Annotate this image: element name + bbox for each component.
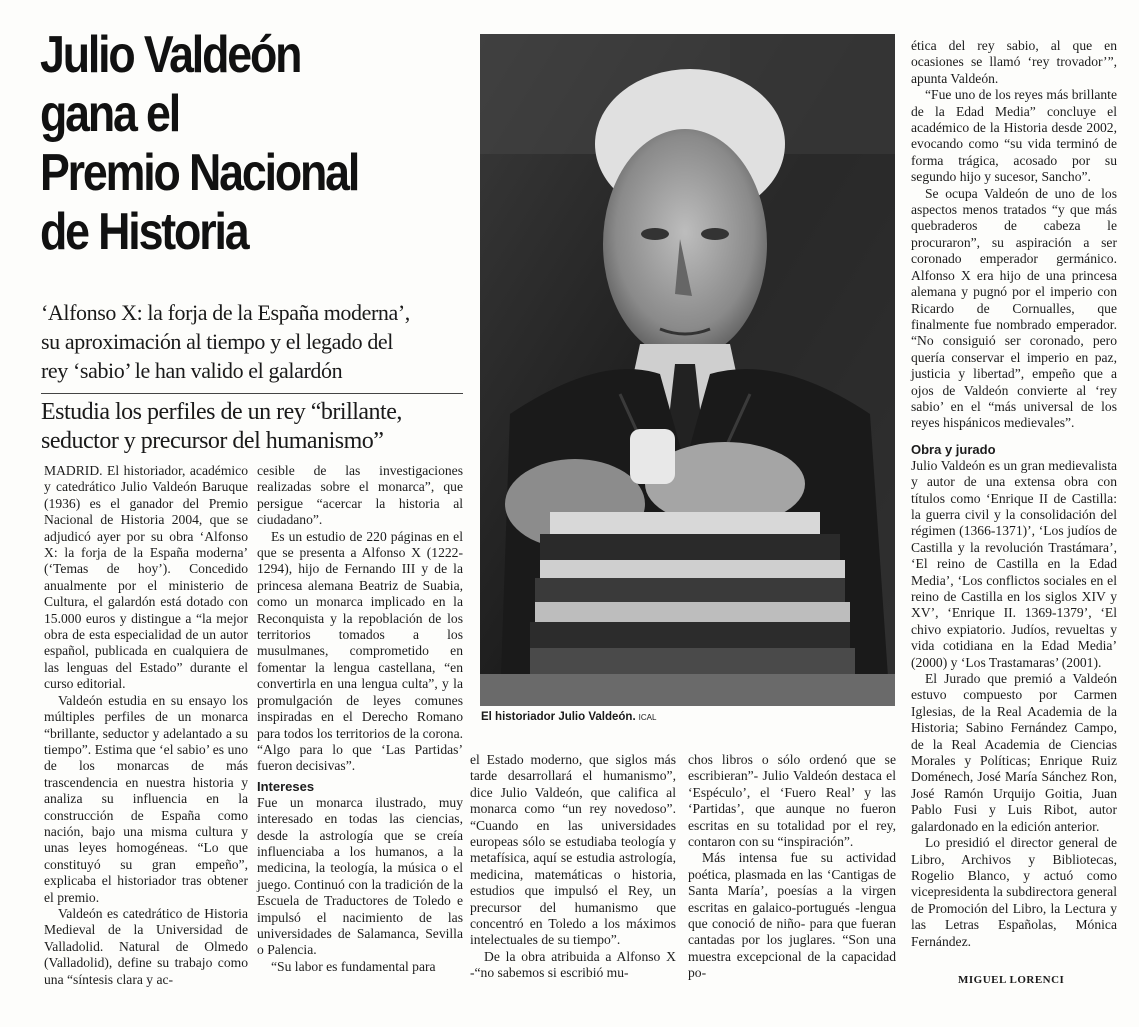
paragraph: Más intensa fue su actividad poética, plasmada en las ‘Cantigas de Santa María’, poesías a la virgen escritas en galaico-portugués -lengua que conoció de niño- para que fueran cantadas por los juglares. “Son una muestra excepcional de la capacidad po- — [688, 850, 896, 981]
headline-line: gana el — [40, 85, 180, 143]
paragraph: “Su labor es fundamental para — [271, 958, 436, 974]
subheadline-line: rey ‘sabio’ le han valido el galardón — [41, 358, 343, 383]
subheadline — [41, 298, 471, 385]
caption-text: El historiador Julio Valdeón. — [481, 711, 636, 723]
paragraph: MADRID. El historiador, académico y catedrático Julio Valdeón Baruque (1936) es el ganador del Premio Nacional de Historia 2004, que se adjudicó ayer por su obra ‘Alfonso X: la forja de la España moderna’ (‘Temas de hoy’). Concedido anualmente por el ministerio de Cultura, el galardón está dotado con 15.000 euros y distingue a “la mejor obra de esta especialidad de un autor español, publicada en cualquiera de las lenguas del Estado” durante el curso editorial. — [44, 463, 248, 692]
section-heading-intereses: Intereses — [257, 778, 315, 794]
headline-line: Julio Valdeón — [40, 26, 301, 84]
article-column-5 — [911, 38, 1117, 950]
paragraph: el Estado moderno, que siglos más tarde desarrollará el humanismo”, dice Julio Valdeón, que califica al monarca como “un rey novedoso”. “Cuando en las universidades europeas sólo se estudiaba teología y metafísica, aquí se estudia astrología, medicina, matemáticas o historia, estudios que impulsó el Rey, un precursor del humanismo que concentró en Toledo a los máximos intelectuales de su tiempo”. — [470, 752, 676, 948]
paragraph: Se ocupa Valdeón de uno de los aspectos menos tratados “y que más quebraderos de cabeza le procuraron”, su aspiración a ser coronado emperador germánico. Alfonso X era hijo de una princesa alemana y pugnó por el imperio con Ricardo de Cornualles, que finalmente fue nombrado emperador. “No consiguió ser coronado, pero quería conservar el imperio en paz, justicia y libertad”, empeño que a ojos de Valdeón convierte al ‘rey sabio’ en el “más universal de los reyes hispánicos medievales”. — [911, 185, 1117, 431]
headline — [40, 26, 410, 262]
secondary-subheadline-line: seductor y precursor del humanismo” — [41, 428, 384, 454]
paragraph: Fue un monarca ilustrado, muy interesado en todas las ciencias, desde la astrología que se creía influenciaba a los humanos, a la medicina, la teología, la música o el juego. Continuó con la tradición de la Escuela de Traductores de Toledo e impulsó el nacimiento de las universidades de Salamanca, Sevilla o Palencia. — [257, 794, 463, 958]
paragraph: ética del rey sabio, al que en ocasiones se llamó ‘rey trovador’”, apunta Valdeón. — [911, 38, 1117, 86]
headline-line: Premio Nacional — [40, 144, 359, 202]
divider — [41, 393, 463, 394]
paragraph: Valdeón es catedrático de Historia Medieval de la Universidad de Valladolid. Natural de Olmedo (Valladolid), define su trabajo como una “síntesis clara y ac- — [44, 905, 248, 987]
paragraph: Lo presidió el director general de Libro, Archivos y Bibliotecas, Rogelio Blanco, y actuó como vicepresidenta la subdirectora general de Promoción del Libro, la Lectura y las Letras Españolas, Mónica Fernández. — [911, 835, 1117, 949]
paragraph: Es un estudio de 220 páginas en el que se presenta a Alfonso X (1222-1294), hijo de Fernando III y de la princesa alemana Beatriz de Suabia, como un monarca implicado en la Reconquista y la repoblación de los territorios tomados a los musulmanes, comprometido en fomentar la lengua castellana, “en convertirla en una lengua culta”, y la promulgación de leyes comunes inspiradas en el Derecho Romano para todos los territorios de la corona. “Algo para lo que ‘Las Partidas’ fueron decisivas”. — [257, 528, 463, 774]
article-column-1 — [44, 463, 248, 988]
subheadline-line: ‘Alfonso X: la forja de la España moderna’, — [41, 300, 410, 325]
paragraph: Valdeón estudia en su ensayo los múltiples perfiles de un monarca “brillante, seductor y adelantado a su tiempo”. Estima que ‘el sabio’ es uno de los monarcas de más trascendencia en nuestra historia y analiza su influencia en la construcción de España como nación, bajo una misma cultura y unas leyes homogéneas. “Lo que constituyó su gran empeño”, explicaba el historiador tras obtener el premio. — [44, 692, 248, 905]
paragraph: De la obra atribuida a Alfonso X -“no sabemos si escribió mu- — [470, 948, 676, 981]
author-photo — [480, 34, 895, 706]
byline: MIGUEL LORENCI — [958, 974, 1065, 986]
paragraph: cesible de las investigaciones realizadas sobre el monarca”, que persigue “acercar la historia al ciudadano”. — [257, 463, 463, 528]
paragraph: chos libros o sólo ordenó que se escribieran”- Julio Valdeón destaca el ‘Espéculo’, el ‘Fuero Real’ y las ‘Partidas’, que aunque no fueron escritas en su totalidad por el rey, contaron con su “inspiración”. — [688, 752, 896, 850]
photo-caption — [481, 711, 656, 723]
portrait-illustration — [480, 34, 895, 706]
secondary-subheadline — [41, 398, 471, 456]
secondary-subheadline-line: Estudia los perfiles de un rey “brillante, — [41, 399, 402, 425]
paragraph: “Fue uno de los reyes más brillante de la Edad Media” concluye el académico de la Historia desde 2002, evocando como “su vida terminó de forma trágica, acosado por su segundo hijo y sucesor, Sancho”. — [911, 87, 1117, 185]
paragraph: Julio Valdeón es un gran medievalista y autor de una extensa obra con títulos como ‘Enrique II de Castilla: la guerra civil y la consolidación del régimen (1366-1371)’, ‘Los judíos de Castilla y la revolución Trastámara’, ‘El reino de Castilla en la Edad Media’, ‘Los conflictos sociales en el reino de Castilla en los siglos XIV y XV’, ‘Enrique II. 1369-1379’, ‘El chivo expiatorio. Judíos, revueltas y vida cotidiana en la Edad Media’ (2000) y ‘Los Trastamaras’ (2001). — [911, 457, 1117, 670]
headline-line: de Historia — [40, 203, 248, 261]
section-heading-obra-y-jurado: Obra y jurado — [911, 441, 996, 457]
paragraph: El Jurado que premió a Valdeón estuvo compuesto por Carmen Iglesias, de la Real Academia de la Historia; Sabino Fernández Campo, de la Real Academia de Ciencias Morales y Políticas; Enrique Ruiz Doménech, José María Sánchez Ron, José Ramón Urquijo Goitia, Juan Pablo Fusi y Luis Ribot, autor galardonado en la edición anterior. — [911, 671, 1117, 834]
subheadline-line: su aproximación al tiempo y el legado del — [41, 329, 393, 354]
article-column-4 — [688, 752, 896, 982]
article-column-2 — [257, 463, 463, 975]
article-column-3 — [470, 752, 676, 982]
photo-credit: ICAL — [638, 713, 657, 722]
